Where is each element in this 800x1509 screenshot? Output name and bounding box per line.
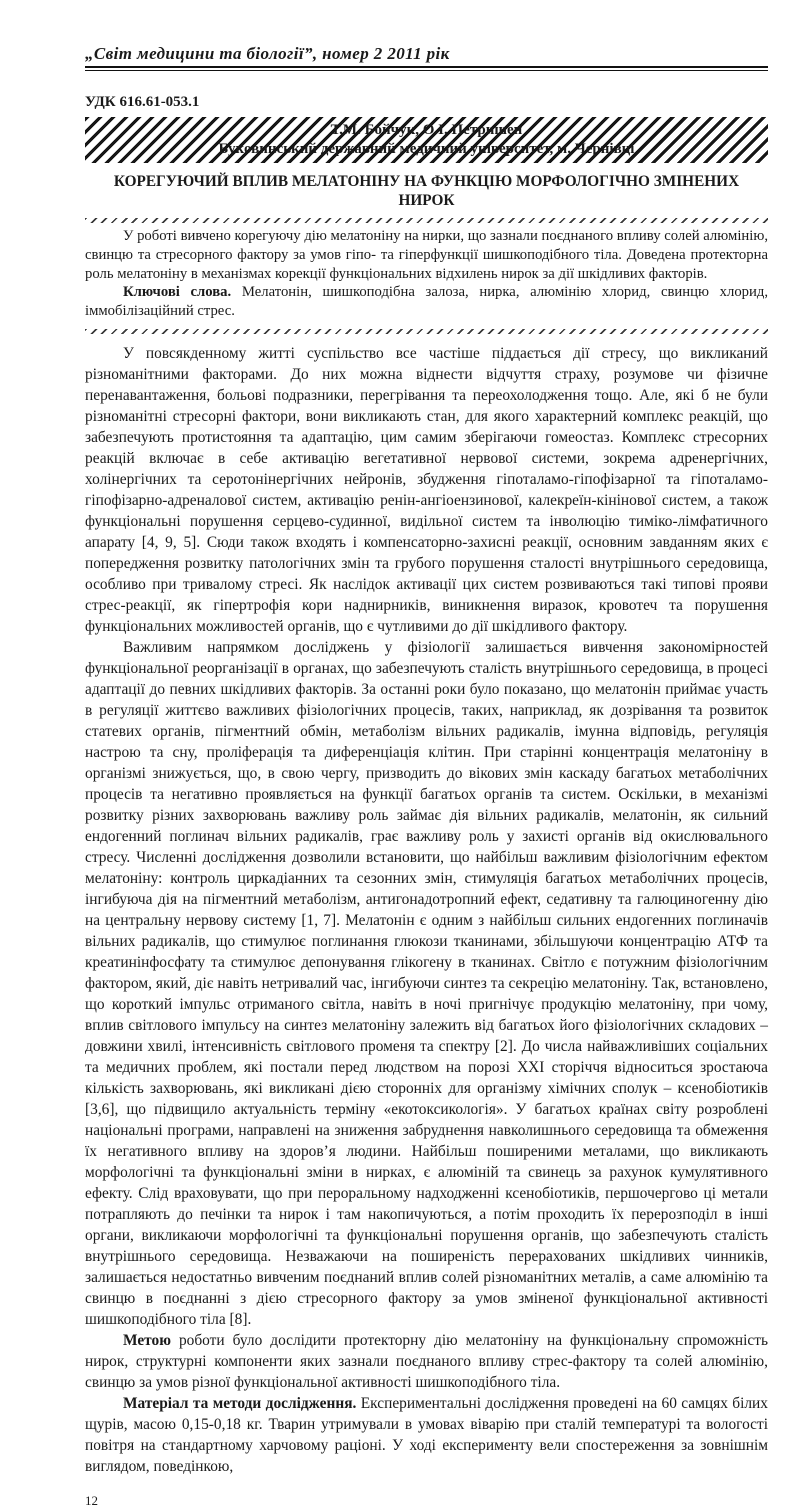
page-content (85, 44, 768, 1509)
paragraph-text: Важливим напрямком досліджень у фізіології залишається вивчення закономірностей функціональної реорганізації в органах, що забезпечують сталість внутрішнього середовища, в процесі адаптації до певних шкідливих факторів. За останні роки було показано, що мелатонін приймає участь в регуляції життєво важливих фізіологічних процесів, таких, наприклад, як дозрівання та розвиток статевих органів, пігментний обмін, метаболізм вільних радикалів, імунна відповідь, регуляція настрою та сну, проліферація та диференціація клітин. При старінні концентрація мелатоніну в організмі знижується, що, в свою чергу, призводить до вікових змін каскаду багатьох метаболічних процесів та негативно проявляється на функції багатьох органів та систем. Оскільки, в механізмі розвитку різних захворювань важливу роль займає дія вільних радикалів, мелатонін, як сильний ендогенний поглинач вільних радикалів, грає важливу роль у захисті органів від окислювального стресу. Численні дослідження дозволили встановити, що найбільш важливим фізіологічним ефектом мелатоніну: контроль циркадіанних та сезонних змін, стимуляція багатьох метаболічних процесів, інгибуюча дія на пігментний метаболізм, антигонадотропний ефект, седативну та галюциногенну дію на центральну нервову систему [1, 7]. Мелатонін є одним з найбільш сильних ендогенних поглиначів вільних радикалів, що стимулює поглинання глюкози тканинами, збільшуючи концентрацію АТФ та креатинінфосфату та стимулює депонування глікогену в тканинах. Світло є потужним фізіологічним фактором, який, діє навіть нетривалий час, інгибуючи синтез та секрецію мелатоніну. Так, встановлено, що короткий імпульс отриманого світла, навіть в ночі пригнічує продукцію мелатоніну, при чому, вплив світлового імпульсу на синтез мелатоніну залежить від багатьох його фізіологічних складових – довжини хвилі, інтенсивність світлового променя та спектру [2]. До числа найважливіших соціальних та медичних проблем, які постали перед людством на порозі XXI сторіччя відноситься зростаюча кількість захворювань, які викликані дією сторонніх для організму хімічних сполук – ксенобіотиків [3,6], що підвищило актуальність терміну «екотоксикологія». У багатьох країнах світу розроблені національні програми, направлені на зниження забруднення навколишнього середовища та обмеження їх негативного впливу на здоров’я людини. Найбільш поширеними металами, що викликають морфологічні та функціональні зміни в нирках, є алюміній та свинець за рахунок кумулятивного ефекту. Слід враховувати, що при пероральному надходженні ксенобіотиків, першочергово ці метали потрапляють до печінки та нирок і там накопичуються, а потім проходить їх перерозподіл в інші органи, викликаючи морфологічні та функціональні порушення органів, що забезпечують сталість внутрішнього середовища. Незважаючи на поширеність перерахованих шкідливих чинників, залишається недостатньо вивченим поєднаний вплив солей різноманітних металів, а саме алюмінію та свинцю в поєднанні з дією стресорного фактору за умов зміненої функціональної активності шишкоподібного тіла [8]. (85, 638, 768, 1328)
body-paragraph-4 (85, 1393, 768, 1477)
keywords-text: Мелатонін, шишкоподібна залоза, нирка, алюмінію хлорид, свинцю хлорид, іммобілізаційний стрес. (85, 284, 769, 320)
abstract-section (85, 227, 768, 321)
authors-line: Т.М. Бойчук, О.І. Петришен (330, 122, 523, 138)
dotted-rule-bottom (85, 329, 768, 334)
body-paragraph-2 (85, 637, 768, 1330)
body-paragraph-3 (85, 1330, 768, 1393)
paragraph-text: Експериментальні дослідження проведені на 60 самцях білих щурів, масою 0,15-0,18 кг. Тварин утримували в умовах віварію при сталій температурі та вологості повітря на стандартному харчовому раціоні. У ході експерименту вели спостереження за зовнішнім виглядом, поведінкою, (85, 1394, 768, 1475)
keywords-label: Ключові слова. (123, 284, 232, 301)
paragraph-text: У повсякденному житті суспільство все частіше піддається дії стресу, що викликаний різноманітними факторами. До них можна віднести відчуття страху, розумове чи фізичне перенавантаження, больові подразники, перегрівання та переохолодження тощо. Але, які б не були різноманітні стресорні фактори, вони викликають стан, для якого характерний комплекс реакцій, що забезпечують протистояння та адаптацію, цим самим зберігаючи гомеостаз. Комплекс стресорних реакцій включає в себе активацію вегетативної нервової системи, зокрема адренергічних, холінергічних та серотонінергічних нейронів, збудження гіпоталамо-гіпофізарної та гіпоталамо-гіпофізарно-адреналової систем, активацію ренін-ангіоензинової, калекреїн-кінінової систем, а також функціональні порушення серцево-судинної, видільної систем та інволюцію тиміко-лімфатичного апарату [4, 9, 5]. Сюди також входять і компенсаторно-захисні реакції, основним завданням яких є попередження розвитку патологічних змін та грубого порушення сталості внутрішнього середовища, особливо при тривалому стресі. Як наслідок активації цих систем розвиваються такі типові прояви стрес-реакції, як гіпертрофія кори наднирників, виникнення виразок, кровотеч та порушення функціональних можливостей органів, що є чутливими до дії шкідливого фактору. (85, 344, 768, 635)
article-body (85, 343, 768, 1477)
keywords-paragraph (85, 283, 768, 321)
paragraph-lead: Матеріал та методи дослідження. (123, 1394, 357, 1412)
abstract-text: У роботі вивчено корегуючу дію мелатоніну на нирки, що зазнали поєднаного впливу солей алюмінію, свинцю та стресорного фактору за умов гіпо- та гіперфункції шишкоподібного тіла. Доведена протекторна роль мелатоніну в механізмах корекції функціональних відхилень нирок за дії шкідливих факторів. (85, 228, 768, 282)
article-title: КОРЕГУЮЧИЙ ВПЛИВ МЕЛАТОНІНУ НА ФУНКЦІЮ МОРФОЛОГІЧНО ЗМІНЕНИХ НИРОК (113, 173, 740, 209)
journal-running-head: „Світ медицини та біології”, номер 2 2011 рік (85, 44, 450, 63)
paragraph-lead: Метою (123, 1331, 171, 1349)
authors-redacted-band (85, 117, 768, 163)
dotted-rule-top (85, 218, 768, 223)
paragraph-text: роботи було дослідити протекторну дію мелатоніну на функціональну спроможність нирок, структурні компоненти яких зазнали поєднаного впливу стрес-фактору та солей алюмінію, свинцю за умов різної функціональної активності шишкоподібного тіла. (85, 1331, 768, 1391)
body-paragraph-1 (85, 343, 768, 637)
header-rule (85, 66, 768, 71)
page-number: 12 (85, 1492, 98, 1508)
udk-code: УДК 616.61-053.1 (85, 94, 200, 110)
affiliation-line: Буковинський державний медичний університет, м. Чернівці (218, 141, 635, 157)
